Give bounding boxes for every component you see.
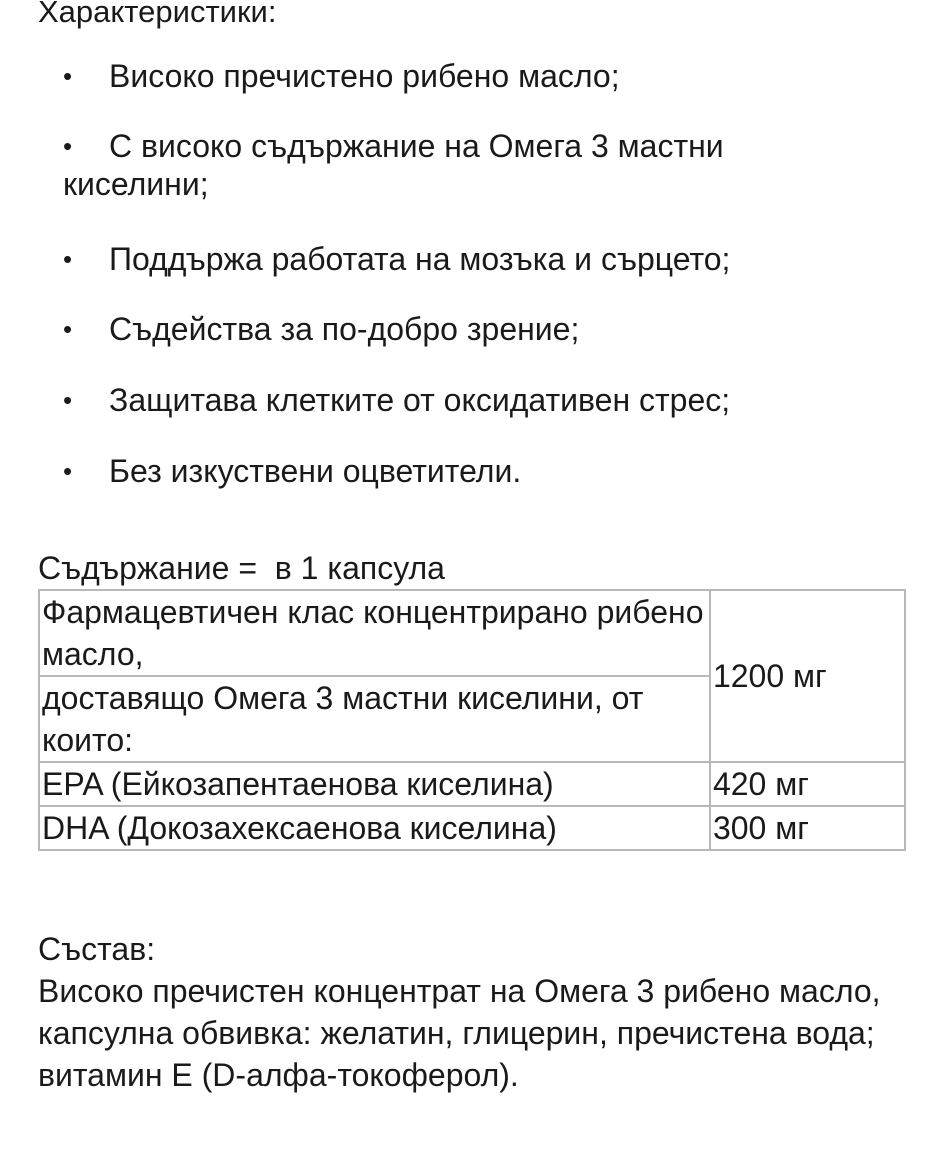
composition-text: Високо пречистен концентрат на Омега 3 рибено масло, капсулна обвивка: желатин, глицерин, пречистена вода; витамин Е (D-алфа-токоферол). [38, 973, 881, 1093]
list-item-label: С високо съдържание на Омега 3 мастни киселини; [63, 128, 724, 202]
list-item [63, 381, 883, 419]
bullet-icon: • [63, 61, 73, 91]
list-item-label: Защитава клетките от оксидативен стрес; [109, 382, 731, 418]
bullet-icon: • [63, 244, 73, 274]
list-item [63, 452, 883, 490]
table-cell-value: 1200 мг [710, 590, 905, 762]
table-row [39, 806, 905, 850]
list-item [63, 240, 883, 278]
table-cell-name: DHA (Докозахексаенова киселина) [39, 806, 710, 850]
table-cell-name: EPA (Ейкозапентаенова киселина) [39, 762, 710, 806]
table-cell-name: Фармацевтичен клас концентрирано рибено масло, [39, 590, 710, 676]
list-item-label: Поддържа работата на мозъка и сърцето; [109, 241, 731, 277]
list-item [63, 127, 843, 203]
content-label: Съдържание = в 1 капсула [38, 550, 445, 586]
list-item-label: Без изкуствени оцветители. [109, 453, 522, 489]
bullet-icon: • [63, 456, 73, 486]
bullet-icon: • [63, 385, 73, 415]
content-table [38, 589, 906, 851]
table-cell-value: 420 мг [710, 762, 905, 806]
list-item-label: Високо пречистено рибено масло; [109, 58, 620, 94]
bullet-icon: • [63, 314, 73, 344]
list-item [63, 57, 883, 95]
table-row [39, 762, 905, 806]
characteristics-heading: Характеристики: [38, 0, 277, 29]
list-item-label: Съдейства за по-добро зрение; [109, 311, 580, 347]
composition-title: Състав: [38, 931, 156, 967]
list-item [63, 310, 883, 348]
bullet-icon: • [63, 131, 73, 161]
table-cell-name: доставящо Омега 3 мастни киселини, от които: [39, 676, 710, 762]
composition-section [38, 928, 918, 1096]
table-cell-value: 300 мг [710, 806, 905, 850]
table-row [39, 590, 905, 676]
